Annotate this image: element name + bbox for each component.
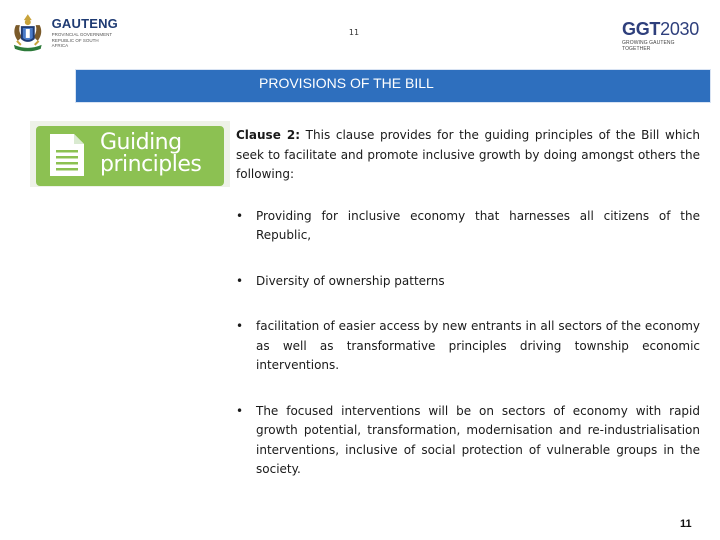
slide-body (236, 126, 700, 480)
ggt-title (622, 20, 702, 38)
caption-line-2: principles (100, 152, 202, 177)
guiding-principles-caption (100, 132, 224, 176)
coat-of-arms-icon (8, 11, 48, 55)
gauteng-logo (8, 10, 118, 56)
caption-line-1: Guiding (100, 130, 182, 155)
clause-paragraph (236, 126, 700, 185)
gauteng-name: GAUTENG (51, 15, 118, 31)
bullet-item: • facilitation of easier access by new entrants in all sectors of the economy as well as transformative principles driving township economic interventions. (236, 317, 700, 376)
gauteng-subtitle: PROVINCIAL GOVERNMENT REPUBLIC OF SOUTH AFRICA (51, 31, 113, 49)
document-icon (46, 132, 88, 178)
top-page-number: 11 (348, 28, 360, 37)
ggt-title-text: GGT (622, 19, 661, 39)
ggt-tagline: GROWING GAUTENG TOGETHER (622, 40, 675, 52)
bullet-item: • The focused interventions will be on sectors of economy with rapid growth potential, transformation, modernisation and re-industrialisation interventions, inclusive of social protection of vulnerable groups in the society. (236, 402, 700, 480)
bullet-list (236, 207, 700, 480)
ggt-title-number: 2030 (660, 19, 699, 39)
clause-text: This clause provides for the guiding principles of the Bill which seek to facilitate and promote inclusive growth by doing amongst others the following: (236, 128, 700, 181)
bullet-item: • Diversity of ownership patterns (236, 272, 700, 292)
slide-title: PROVISIONS OF THE BILL (259, 75, 434, 91)
clause-label: Clause 2: (236, 128, 301, 142)
ggt2030-logo (622, 20, 702, 52)
bullet-item: • Providing for inclusive economy that harnesses all citizens of the Republic, (236, 207, 700, 246)
bottom-page-number: 11 (680, 518, 692, 530)
